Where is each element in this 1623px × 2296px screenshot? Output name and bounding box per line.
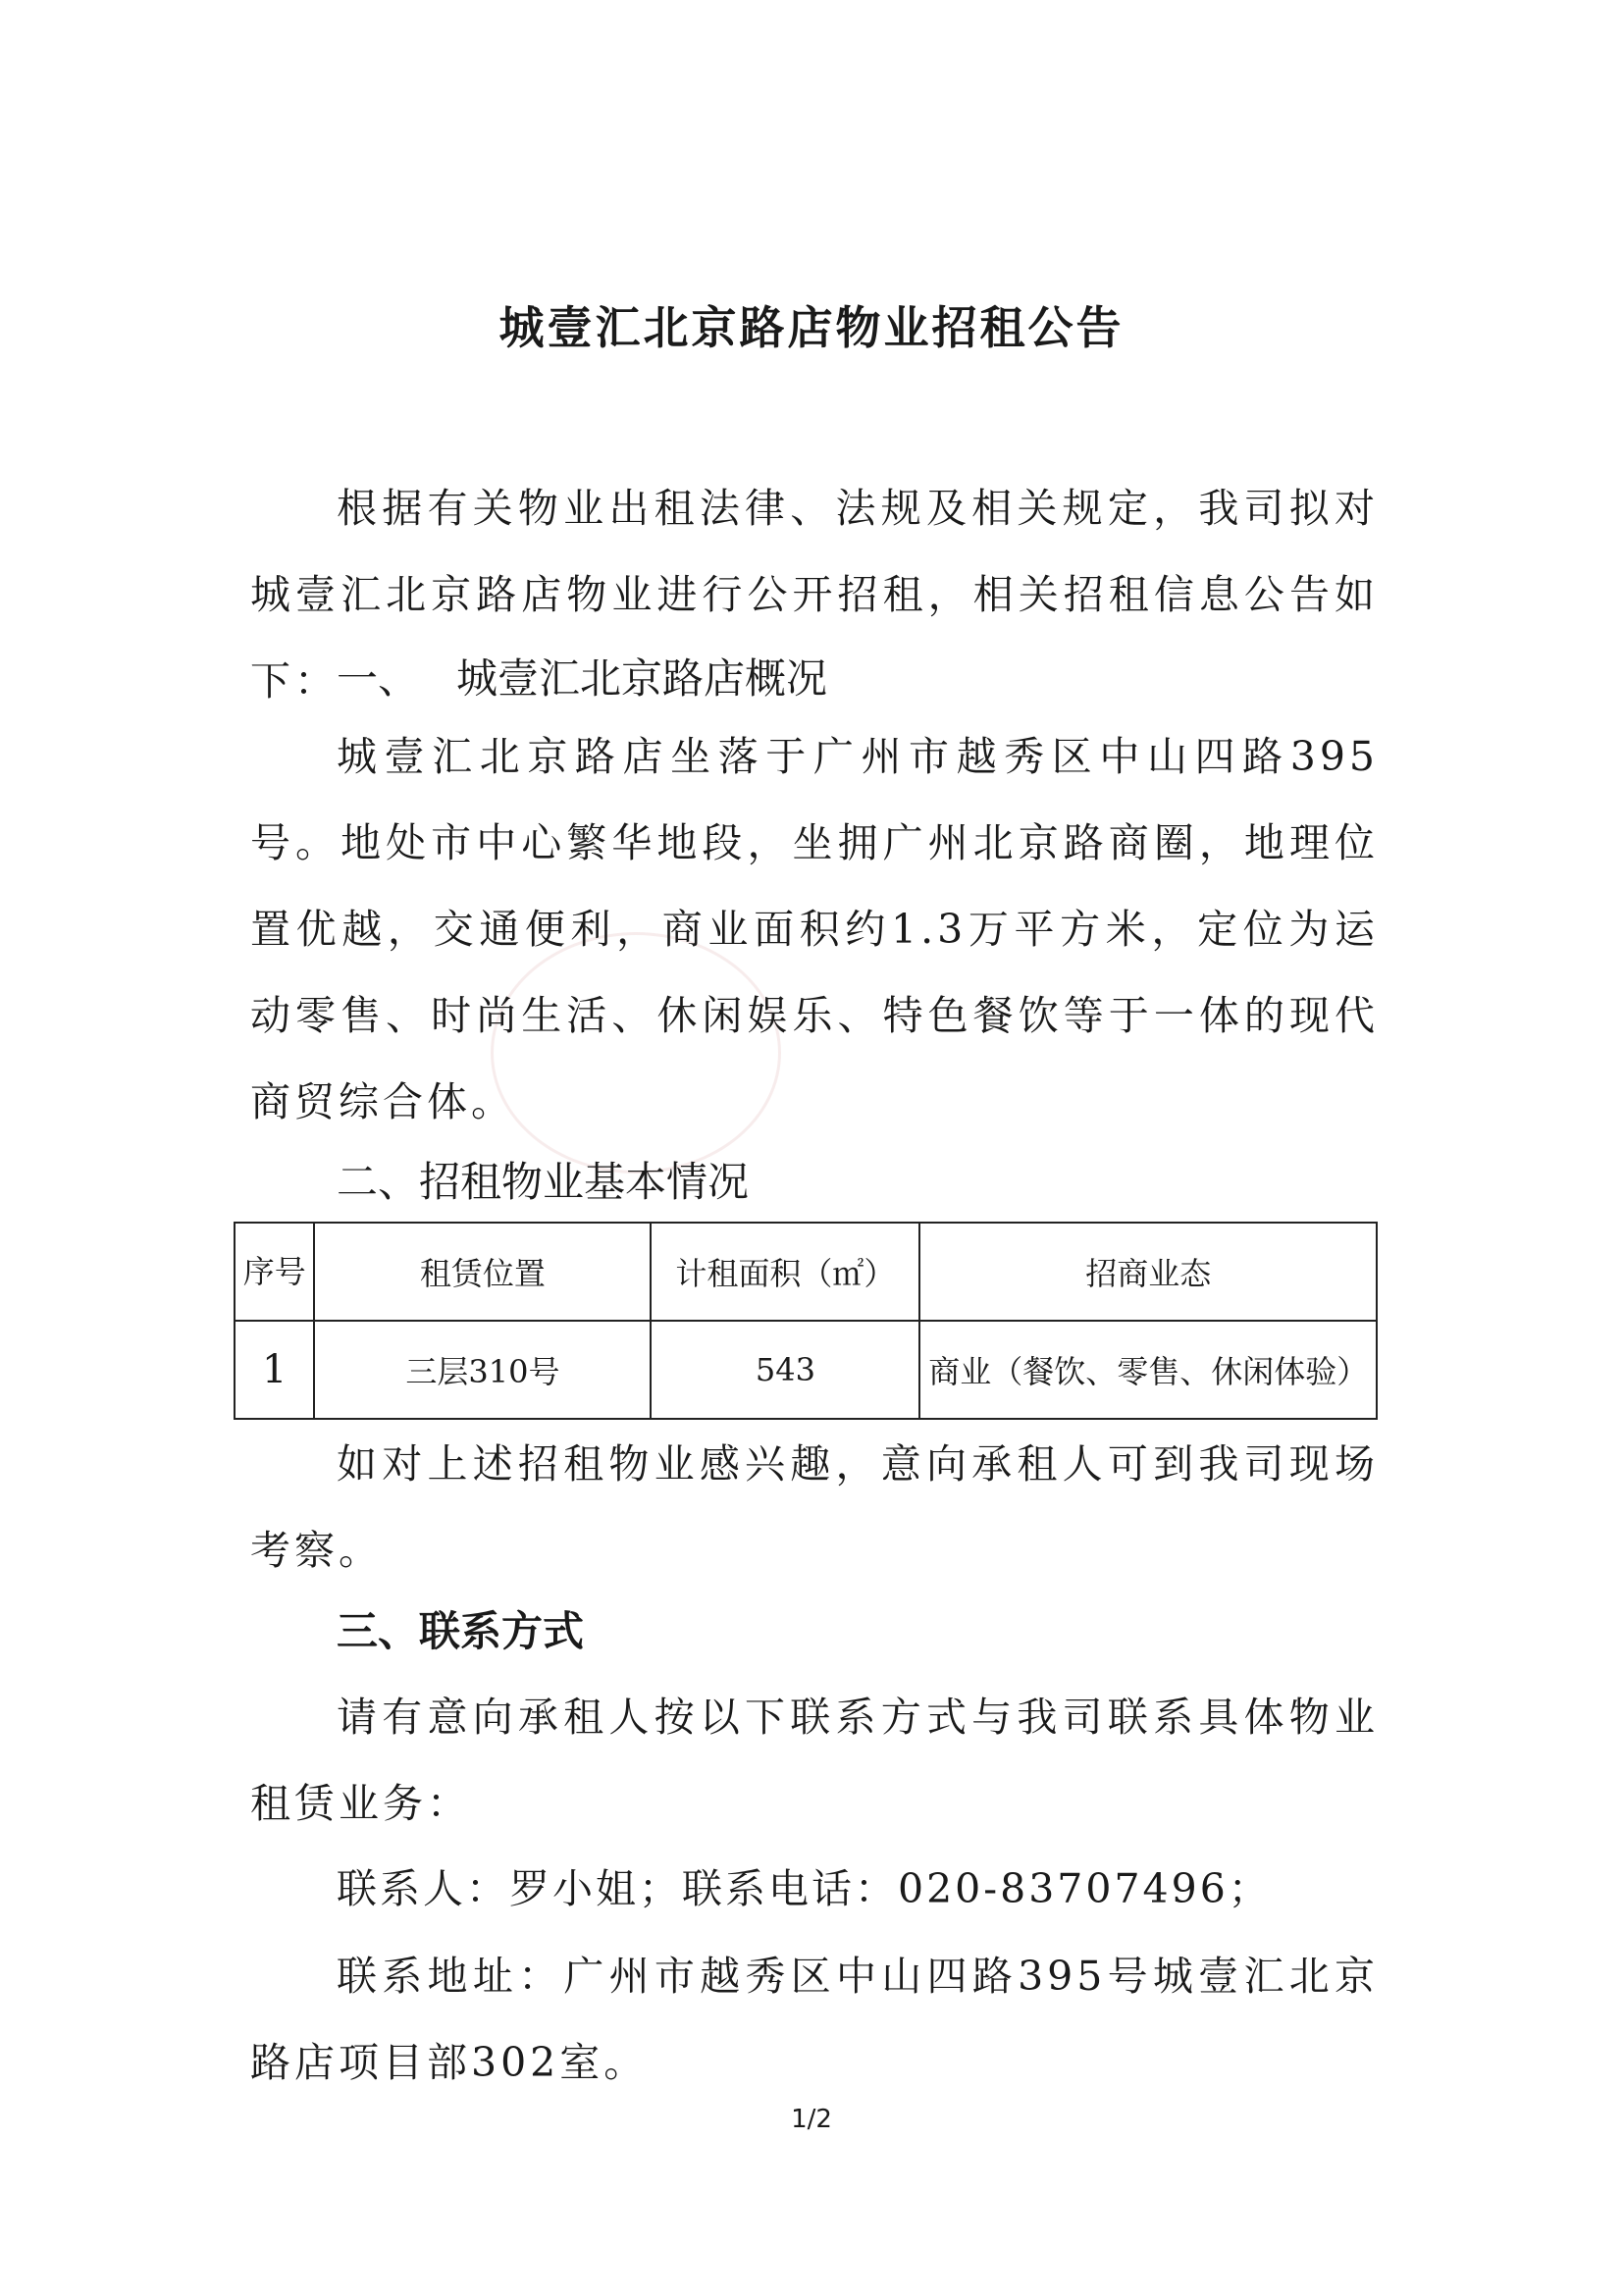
- header-area: 计租面积（㎡）: [651, 1223, 919, 1321]
- document-title: 城壹汇北京路店物业招租公告: [498, 301, 1125, 354]
- header-business: 招商业态: [919, 1223, 1377, 1321]
- section-1-title: 城壹汇北京路店概况: [456, 654, 828, 703]
- table-row: [235, 1321, 1377, 1419]
- cell-business: 商业（餐饮、零售、休闲体验）: [919, 1321, 1377, 1419]
- section-1-heading: [337, 650, 827, 708]
- cell-area: 543: [651, 1321, 919, 1419]
- page-number: 1/2: [791, 2105, 832, 2134]
- lease-info-table: [234, 1222, 1378, 1420]
- cell-index: 1: [235, 1321, 314, 1419]
- intro-paragraph: 根据有关物业出租法律、法规及相关规定，我司拟对城壹汇北京路店物业进行公开招租，相关招租信息公告如下：: [250, 485, 1379, 704]
- cell-location: 三层310号: [314, 1321, 651, 1419]
- section-2-note: 如对上述招租物业感兴趣，意向承租人可到我司现场考察。: [250, 1440, 1379, 1574]
- contact-line: 联系人：罗小姐；联系电话：020-83707496；: [337, 1865, 1272, 1912]
- table-header-row: [235, 1223, 1377, 1321]
- address-paragraph: 联系地址：广州市越秀区中山四路395号城壹汇北京路店项目部302室。: [250, 1953, 1379, 2086]
- section-2-heading: 二、招租物业基本情况: [337, 1158, 750, 1206]
- section-3-body: 请有意向承租人按以下联系方式与我司联系具体物业租赁业务：: [250, 1694, 1379, 1827]
- header-location: 租赁位置: [314, 1223, 651, 1321]
- header-index: 序号: [235, 1223, 314, 1321]
- section-1-number: 一、: [337, 654, 420, 703]
- section-1-body: 城壹汇北京路店坐落于广州市越秀区中山四路395号。地处市中心繁华地段，坐拥广州北京路商圈，地理位置优越，交通便利，商业面积约1.3万平方米，定位为运动零售、时尚生活、休闲娱乐、特色餐饮等于一体的现代商贸综合体。: [250, 733, 1379, 1125]
- section-3-heading: 三、联系方式: [337, 1607, 585, 1655]
